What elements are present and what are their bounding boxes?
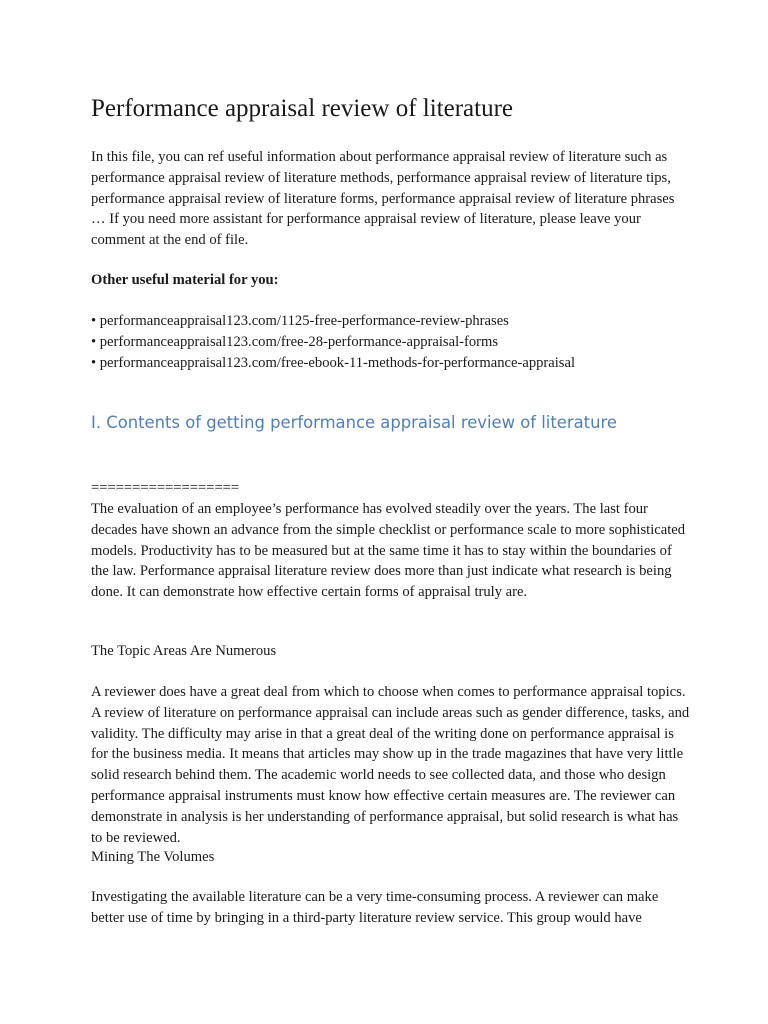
intro-paragraph: In this file, you can ref useful information about performance appraisal review of literature such as performance appraisal review of literature methods, performance appraisal review of literature tips, performance appraisal review of literature forms, performance appraisal review of literature phrases … If you need more assistant for performance appraisal review of literature, please leave your comment at the end of file.: [91, 149, 675, 249]
material-link-list: [91, 311, 575, 373]
subheading: Mining The Volumes: [91, 849, 215, 865]
section-heading: I. Contents of getting performance appraisal review of literature: [91, 413, 617, 432]
material-link[interactable]: • performanceappraisal123.com/free-ebook-11-methods-for-performance-appraisal: [91, 354, 576, 371]
document-title: Performance appraisal review of literature: [91, 95, 514, 122]
material-link[interactable]: • performanceappraisal123.com/1125-free-performance-review-phrases: [91, 313, 509, 329]
body-paragraph: The evaluation of an employee’s performance has evolved steadily over the years. The last four decades have shown an advance from the simple checklist or performance scale to more sophisticated models. Productivity has to be measured but at the same time it has to stay within the boundaries of the law. Performance appraisal literature review does more than just indicate what research is being done. It can demonstrate how effective certain forms of appraisal truly are.: [91, 501, 686, 601]
body-paragraph: Investigating the available literature can be a very time-consuming process. A reviewer can make better use of time by bringing in a third-party literature review service. This group would have: [91, 889, 659, 926]
material-heading: Other useful material for you:: [91, 272, 279, 288]
body-paragraph: A reviewer does have a great deal from which to choose when comes to performance appraisal topics. A review of literature on performance appraisal can include areas such as gender difference, tasks, and validity. The difficulty may arise in that a great deal of the writing done on performance appraisal is for the business media. It means that articles may show up in the trade magazines that have very little solid research behind them. The academic world needs to see collected data, and those who design performance appraisal instruments must know how effective certain measures are. The reviewer can demonstrate in analysis is her understanding of performance appraisal, but solid research is what has to be reviewed.: [91, 684, 690, 846]
subheading: The Topic Areas Are Numerous: [91, 643, 277, 659]
material-link[interactable]: • performanceappraisal123.com/free-28-performance-appraisal-forms: [91, 333, 499, 350]
separator-line: ==================: [91, 480, 240, 496]
